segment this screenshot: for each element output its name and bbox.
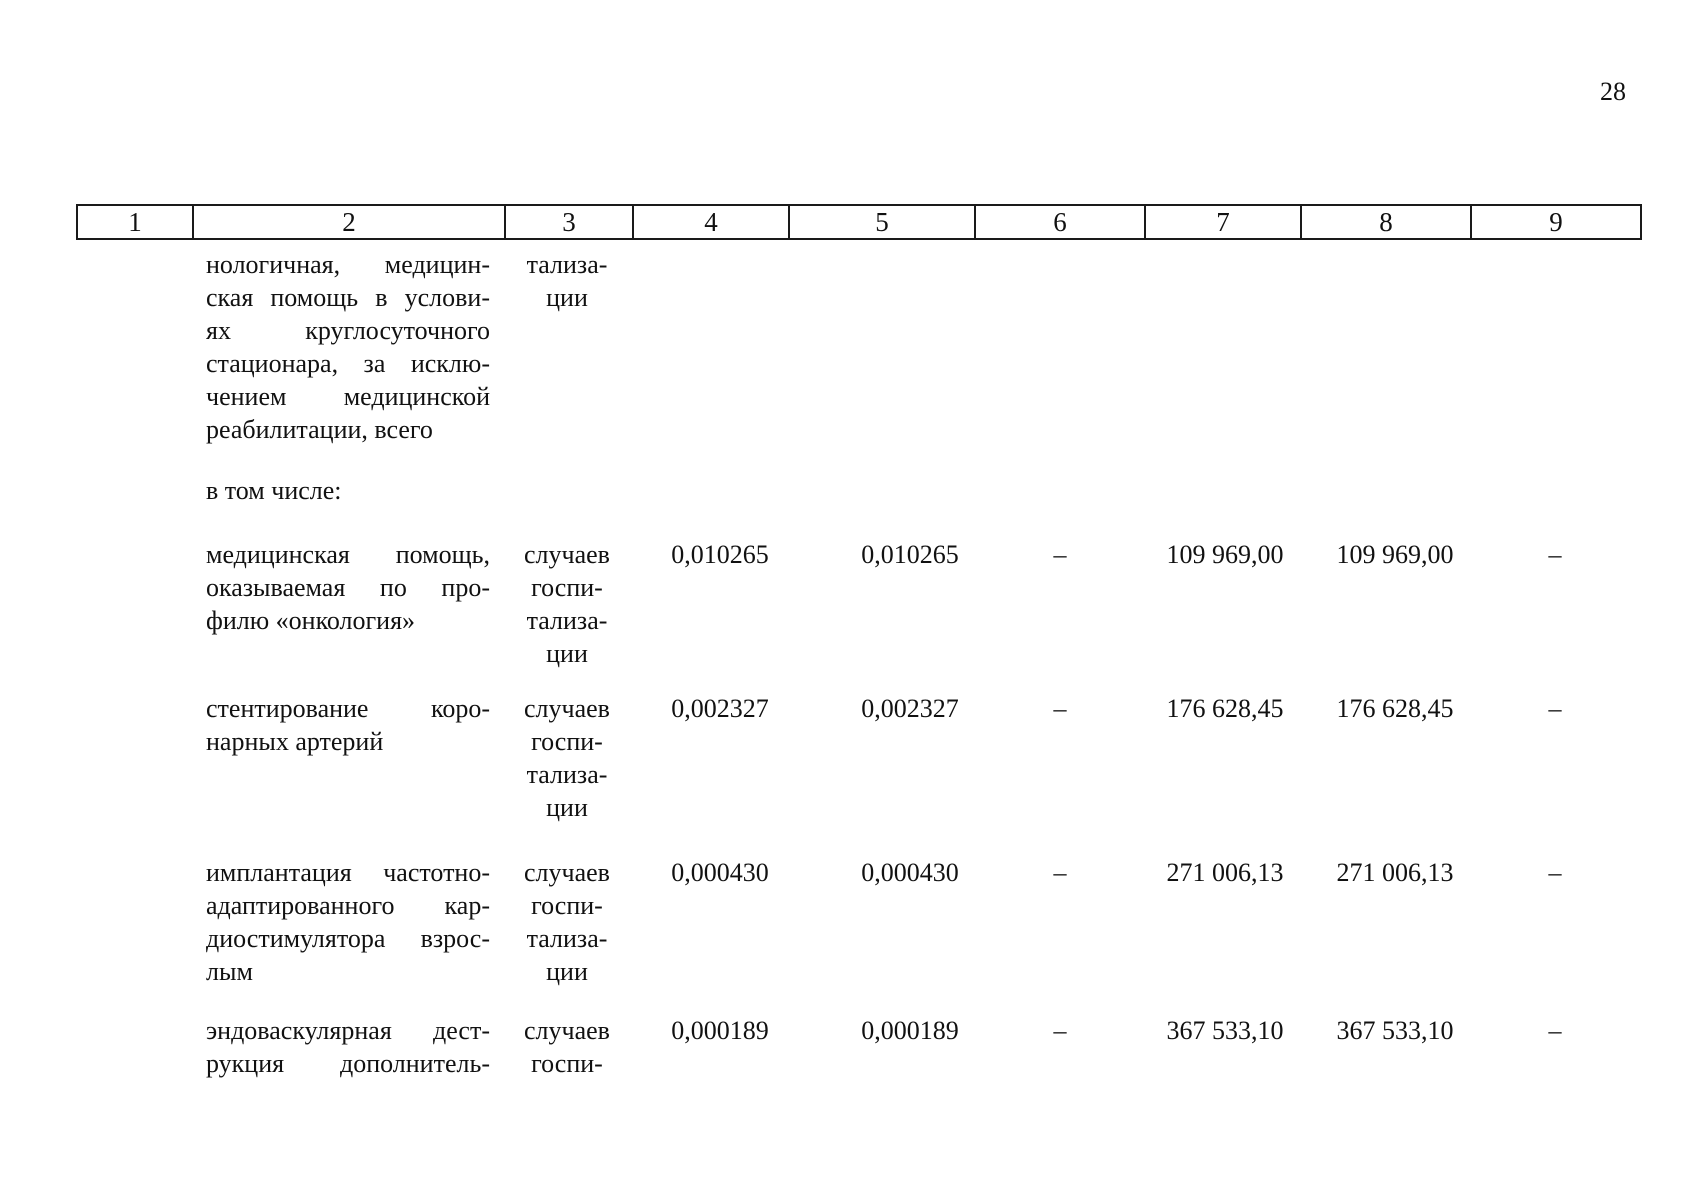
row-col9-value: –: [1548, 540, 1562, 569]
row-name-line: медицинская помощь,: [206, 540, 490, 569]
row-name-line: ская помощь в услови-: [206, 283, 490, 312]
row-col7-value: 176 628,45: [1166, 694, 1284, 723]
header-col-4: 4: [633, 205, 789, 239]
header-col-2: 2: [193, 205, 505, 239]
row-unit: [507, 856, 627, 988]
row-name-line: рукция дополнитель-: [206, 1049, 490, 1078]
row-unit-line: госпи-: [531, 891, 603, 920]
row-unit: [507, 692, 627, 824]
row-col8-value: 367 533,10: [1336, 1016, 1454, 1045]
row-col5-value: 0,010265: [861, 540, 959, 569]
row-unit: [507, 1014, 627, 1080]
row-name: [206, 856, 490, 988]
row-col7-value: 271 006,13: [1166, 858, 1284, 887]
row-col4-value: 0,002327: [671, 694, 769, 723]
row-col9-value: –: [1548, 1016, 1562, 1045]
row-unit-line: тализа-: [526, 606, 608, 635]
row-name: [206, 692, 490, 758]
row-unit: [507, 248, 627, 314]
row-unit-line: ции: [546, 639, 588, 668]
header-col-3: 3: [505, 205, 633, 239]
header-col-6: 6: [975, 205, 1145, 239]
row-unit-line: случаев: [524, 540, 610, 569]
row-unit-line: случаев: [524, 694, 610, 723]
row-name-line: оказываемая по про-: [206, 573, 490, 602]
subheading: в том числе:: [206, 476, 342, 505]
header-col-5: 5: [789, 205, 975, 239]
row-col4-value: 0,010265: [671, 540, 769, 569]
row-unit-line: случаев: [524, 858, 610, 887]
row-unit-line: тализа-: [526, 760, 608, 789]
row-name-line: реабилитации, всего: [206, 415, 433, 444]
row-col5-value: 0,002327: [861, 694, 959, 723]
row-col9-value: –: [1548, 694, 1562, 723]
row-name-line: эндоваскулярная дест-: [206, 1016, 490, 1045]
row-col5-value: 0,000430: [861, 858, 959, 887]
row-col4-value: 0,000189: [671, 1016, 769, 1045]
row-name: [206, 248, 490, 446]
row-col8-value: 271 006,13: [1336, 858, 1454, 887]
row-col4-value: 0,000430: [671, 858, 769, 887]
row-col6-value: –: [1053, 694, 1067, 723]
row-unit-line: госпи-: [531, 573, 603, 602]
row-col6-value: –: [1053, 1016, 1067, 1045]
row-col9-value: –: [1548, 858, 1562, 887]
row-name-line: ях круглосуточного: [206, 316, 490, 345]
row-unit-line: ции: [546, 793, 588, 822]
row-unit-line: госпи-: [531, 1049, 603, 1078]
row-name-line: стационара, за исклю-: [206, 349, 490, 378]
row-unit-line: ции: [546, 957, 588, 986]
header-col-9: 9: [1471, 205, 1641, 239]
row-name-line: диостимулятора взрос-: [206, 924, 490, 953]
row-col7-value: 367 533,10: [1166, 1016, 1284, 1045]
page-number: 28: [1600, 77, 1626, 106]
row-unit-line: тализа-: [526, 924, 608, 953]
row-unit-line: тализа-: [526, 250, 608, 279]
row-col8-value: 109 969,00: [1336, 540, 1454, 569]
row-col6-value: –: [1053, 858, 1067, 887]
row-name: [206, 1014, 490, 1080]
row-col8-value: 176 628,45: [1336, 694, 1454, 723]
row-name-line: лым: [206, 957, 253, 986]
row-col5-value: 0,000189: [861, 1016, 959, 1045]
row-name-line: стентирование коро-: [206, 694, 490, 723]
header-col-8: 8: [1301, 205, 1471, 239]
row-name-line: чением медицинской: [206, 382, 490, 411]
row-name-line: адаптированного кар-: [206, 891, 490, 920]
row-unit-line: госпи-: [531, 727, 603, 756]
row-name-line: имплантация частотно-: [206, 858, 490, 887]
row-name-line: филю «онкология»: [206, 606, 416, 635]
header-col-7: 7: [1145, 205, 1301, 239]
row-unit: [507, 538, 627, 670]
header-col-1: 1: [77, 205, 193, 239]
row-name-line: нарных артерий: [206, 727, 384, 756]
row-unit-line: ции: [546, 283, 588, 312]
row-col6-value: –: [1053, 540, 1067, 569]
row-col7-value: 109 969,00: [1166, 540, 1284, 569]
row-name: [206, 538, 490, 637]
row-unit-line: случаев: [524, 1016, 610, 1045]
column-number-header: [76, 204, 1642, 240]
row-name-line: нологичная, медицин-: [206, 250, 490, 279]
